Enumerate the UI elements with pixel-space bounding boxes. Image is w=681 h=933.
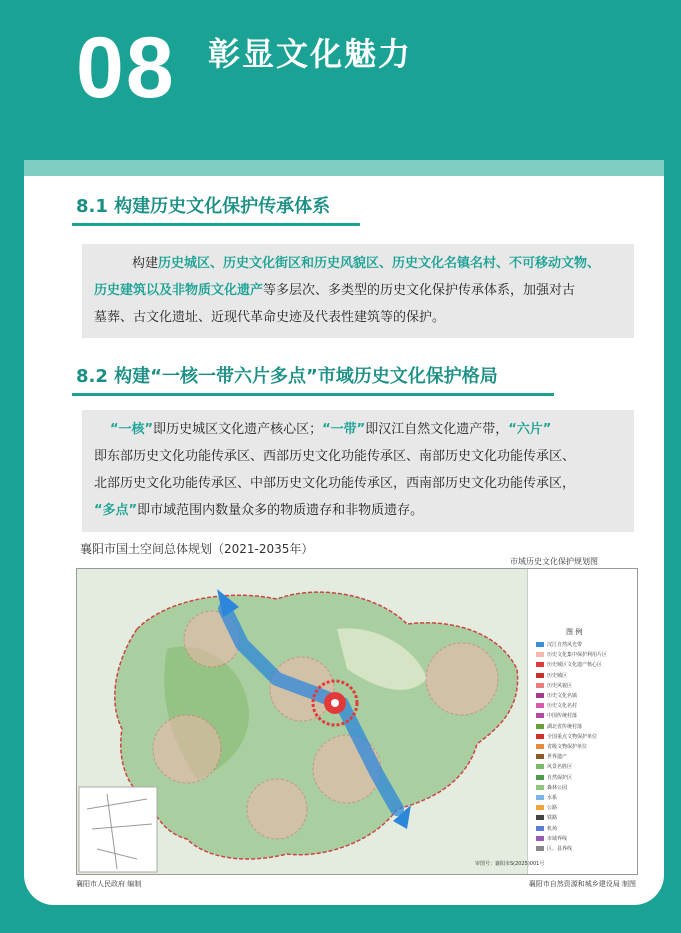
zone-west bbox=[153, 715, 221, 783]
legend-item bbox=[536, 774, 572, 781]
legend-item bbox=[536, 794, 557, 801]
s1-line-2 bbox=[94, 277, 575, 304]
section-8-1-textbox bbox=[82, 244, 634, 338]
chapter-header bbox=[0, 0, 681, 160]
chapter-number: 08 bbox=[76, 20, 176, 116]
legend-item bbox=[536, 641, 582, 648]
legend-item bbox=[536, 712, 577, 719]
legend-swatch bbox=[536, 673, 544, 678]
s1-line1-pre: 构建 bbox=[132, 256, 159, 271]
map-caption: 襄阳市国土空间总体规划（2021-2035年） bbox=[80, 542, 314, 556]
legend-item bbox=[536, 661, 602, 668]
legend-label: 中国传统村落 bbox=[547, 713, 578, 720]
legend-label: 铁路 bbox=[547, 815, 558, 822]
legend-item bbox=[536, 753, 567, 760]
legend-swatch bbox=[536, 693, 544, 698]
legend-label: 自然保护区 bbox=[547, 774, 573, 781]
legend-swatch bbox=[536, 734, 544, 739]
s1-line2-text: 等多层次、多类型的历史文化保护传承体系，加强对古 bbox=[263, 283, 576, 298]
content-card bbox=[24, 160, 664, 905]
legend-swatch bbox=[536, 815, 544, 820]
legend-item bbox=[536, 651, 607, 658]
legend-swatch bbox=[536, 683, 544, 688]
legend-label: 全国重点文物保护单位 bbox=[547, 733, 598, 740]
s2-line-1 bbox=[110, 416, 551, 443]
legend-label: 历史文化集中保护利用片区 bbox=[547, 652, 608, 659]
legend-label: 历史城区 bbox=[547, 672, 568, 679]
legend-label: 机场 bbox=[547, 825, 558, 832]
credit-right: 襄阳市自然资源和城乡建设局 制图 bbox=[528, 880, 636, 888]
legend-item bbox=[536, 672, 567, 679]
approval-number: 审图号：襄阳市S(2025)001号 bbox=[475, 861, 545, 867]
legend-item bbox=[536, 682, 572, 689]
legend-label: 历史文化名村 bbox=[547, 703, 578, 710]
legend-label: 湖北省传统村落 bbox=[547, 723, 583, 730]
legend-swatch bbox=[536, 775, 544, 780]
core-dot bbox=[331, 699, 339, 707]
map-legend bbox=[527, 569, 638, 874]
legend-swatch bbox=[536, 805, 544, 810]
section-8-1-underline bbox=[72, 223, 360, 226]
card-top-strip bbox=[24, 160, 664, 176]
legend-swatch bbox=[536, 764, 544, 769]
s2-line-3: 北部历史文化功能传承区、中部历史文化功能传承区，西南部历史文化功能传承区， bbox=[94, 476, 576, 491]
legend-item bbox=[536, 835, 567, 842]
legend-item bbox=[536, 804, 557, 811]
zone-southwest bbox=[247, 779, 307, 839]
s1-line1-highlight: 历史城区、历史文化街区和历史风貌区、历史文化名镇名村、不可移动文物、 bbox=[158, 256, 601, 271]
legend-swatch bbox=[536, 744, 544, 749]
s2-hl-multi-points: “多点” bbox=[94, 503, 138, 518]
legend-label: 历史风貌区 bbox=[547, 682, 573, 689]
s1-line-3: 墓葬、古文化遗址、近现代革命史迹及代表性建筑等的保护。 bbox=[94, 310, 446, 325]
legend-swatch bbox=[536, 703, 544, 708]
section-8-2-heading bbox=[76, 364, 548, 394]
legend-swatch bbox=[536, 836, 544, 841]
legend-label: 公路 bbox=[547, 805, 558, 812]
legend-label: 风景名胜区 bbox=[547, 764, 573, 771]
legend-item bbox=[536, 743, 587, 750]
legend-swatch bbox=[536, 642, 544, 647]
s2-hl-six-zones: “六片” bbox=[508, 422, 552, 437]
section-8-2-underline bbox=[72, 393, 554, 396]
section-8-1-heading bbox=[76, 194, 354, 224]
planning-map bbox=[76, 568, 638, 875]
legend-swatch bbox=[536, 785, 544, 790]
s1-line2-highlight: 历史建筑以及非物质文化遗产 bbox=[94, 283, 264, 298]
s2-text-2: 即汉江自然文化遗产带， bbox=[365, 422, 509, 437]
legend-item bbox=[536, 763, 572, 770]
legend-item bbox=[536, 702, 577, 709]
s2-text-4: 即市域范围内数量众多的物质遗存和非物质遗存。 bbox=[137, 503, 424, 518]
legend-item bbox=[536, 733, 597, 740]
legend-item bbox=[536, 723, 582, 730]
legend-swatch bbox=[536, 713, 544, 718]
section-8-2-title: 8.2 构建“一核一带六片多点”市域历史文化保护格局 bbox=[76, 366, 498, 387]
legend-heading: 图 例 bbox=[566, 628, 583, 636]
legend-swatch bbox=[536, 652, 544, 657]
legend-item bbox=[536, 784, 567, 791]
section-8-2-textbox bbox=[82, 410, 634, 532]
chapter-title: 彰显文化魅力 bbox=[208, 35, 413, 73]
s2-line-4 bbox=[94, 497, 423, 524]
map-illustration bbox=[77, 569, 527, 874]
section-8-1-title: 8.1 构建历史文化保护传承体系 bbox=[76, 196, 331, 217]
map-title-label: 市域历史文化保护规划图 bbox=[510, 557, 598, 566]
s1-line-1 bbox=[132, 250, 600, 277]
legend-label: 历史文化名镇 bbox=[547, 693, 578, 699]
legend-swatch bbox=[536, 826, 544, 831]
legend-label: 市域界线 bbox=[547, 835, 568, 842]
legend-item bbox=[536, 814, 557, 821]
legend-label: 森林公园 bbox=[547, 784, 568, 791]
legend-swatch bbox=[536, 846, 544, 851]
s2-text-1: 即历史城区文化遗产核心区； bbox=[153, 422, 323, 437]
legend-swatch bbox=[536, 662, 544, 667]
legend-swatch bbox=[536, 795, 544, 800]
legend-label: 世界遗产 bbox=[547, 754, 568, 761]
legend-item bbox=[536, 825, 557, 832]
legend-label: 汉江自然风光带 bbox=[547, 642, 583, 648]
legend-swatch bbox=[536, 724, 544, 729]
s2-hl-one-core: “一核” bbox=[110, 422, 154, 437]
credit-left: 襄阳市人民政府 编制 bbox=[76, 880, 142, 888]
legend-item bbox=[536, 845, 572, 852]
legend-label: 水系 bbox=[547, 795, 558, 801]
legend-swatch bbox=[536, 754, 544, 759]
legend-label: 省级文物保护单位 bbox=[547, 744, 588, 750]
legend-label: 区、县界线 bbox=[547, 846, 573, 852]
s2-line-2: 即东部历史文化功能传承区、西部历史文化功能传承区、南部历史文化功能传承区、 bbox=[94, 449, 576, 464]
legend-item bbox=[536, 692, 577, 699]
s2-hl-one-belt: “一带” bbox=[322, 422, 366, 437]
zone-east bbox=[426, 643, 498, 715]
legend-label: 历史城区文化遗产核心区 bbox=[547, 662, 603, 669]
